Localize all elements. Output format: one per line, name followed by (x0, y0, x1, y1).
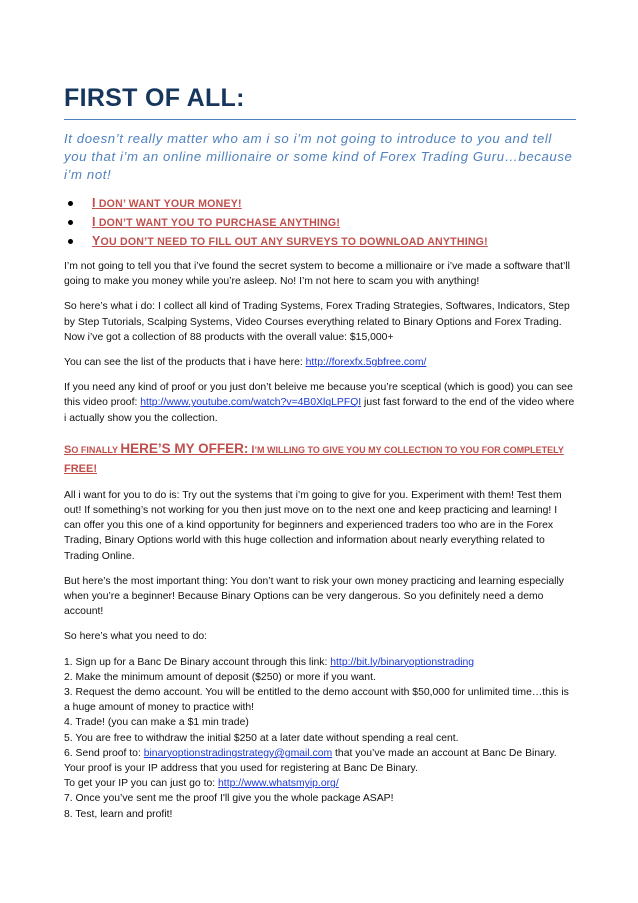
page-title: FIRST OF ALL: (64, 84, 576, 120)
offer-heading: SO FINALLY HERE’S MY OFFER: I’M WILLING TO GIVE YOU MY COLLECTION TO YOU FOR COMPLETELY FREE! (64, 440, 564, 475)
list-item: 2. Make the minimum amount of deposit ($250) or more if you want. (64, 671, 376, 683)
bullet-icon (68, 239, 73, 244)
signup-link[interactable]: http://bit.ly/binaryoptionstrading (330, 656, 475, 668)
promise-list (64, 194, 576, 251)
list-item: 4. Trade! (you can make a $1 min trade) (64, 717, 249, 729)
paragraph-collection: So here’s what i do: I collect all kind of Trading Systems, Forex Trading Strategies, Softwares, Indicators, Step by Step Tutorials, Scalping Systems, Video Courses everything related to Binary Options and Forex Trading. Now i’ve got a collection of 88 products with the overall value: $15,000+ (64, 301, 570, 343)
list-item: I DON’T WANT YOU TO PURCHASE ANYTHING! (64, 213, 576, 232)
list-item: 7. Once you’ve sent me the proof I'll give you the whole package ASAP! (64, 793, 394, 805)
paragraph-demo-account: But here’s the most important thing: You don’t want to risk your own money practicing and learning especially when you’re a beginner! Because Binary Options can be very dangerous. So you definitely need a demo account! (64, 575, 564, 618)
list-item: 8. Test, learn and profit! (64, 808, 173, 820)
paragraph-try-out: All i want for you to do is: Try out the systems that i’m going to give for you. Experiment with them! Test them out! If something’s not working for you then just move on to the next one and keep practicing and learning! I can offer you this one of a kind opportunity for beginners and experienced traders too who are in the Forex Trading, Binary Options world with this huge collection and information about nearly everything related to Trading Online. (64, 489, 562, 562)
whatsmyip-link[interactable]: http://www.whatsmyip.org/ (218, 778, 339, 790)
list-item: 1. Sign up for a Banc De Binary account through this link: http://bit.ly/binaryoptionstrading (64, 656, 475, 668)
paragraph-no-scam: I’m not going to tell you that i’ve found the secret system to become a millionaire or i’ve made a software that’ll going to make you money while you’re asleep. No! I’m not here to scam you with anything! (64, 261, 570, 288)
bullet-icon (68, 201, 73, 206)
bullet-icon (68, 220, 73, 225)
list-item: To get your IP you can just go to: http://www.whatsmyip.org/ (64, 778, 339, 790)
list-item: YOU DON’T NEED TO FILL OUT ANY SURVEYS TO DOWNLOAD ANYTHING! (64, 232, 576, 251)
list-item: 5. You are free to withdraw the initial $250 at a later date without spending a real cent. (64, 732, 459, 744)
list-item: 6. Send proof to: binaryoptionstradingstrategy@gmail.com that you’ve made an account at Banc De Binary. Your proof is your IP address that you used for registering at Banc De Binary. (64, 747, 557, 775)
document-content (64, 84, 576, 822)
paragraph-steps-intro: So here’s what you need to do: (64, 631, 208, 643)
steps-list (64, 655, 576, 822)
intro-subtitle: It doesn’t really matter who am i so i’m not going to introduce to you and tell you that i’m an online millionaire or some kind of Forex Trading Guru…because i’m not! (64, 131, 573, 182)
paragraph-proof: If you need any kind of proof or you just don’t beleive me because you’re sceptical (which is good) you can see this video proof: http://www.youtube.com/watch?v=4B0XlqLPFQI just fast forward to the end of the video where i actually show you the collection. (64, 382, 575, 424)
email-link[interactable]: binaryoptionstradingstrategy@gmail.com (143, 747, 333, 759)
product-list-link[interactable]: http://forexfx.5gbfree.com/ (305, 357, 427, 369)
list-item: 3. Request the demo account. You will be entitled to the demo account with $50,000 for unlimited time…this is a huge amount of money to practice with! (64, 687, 569, 714)
paragraph-product-list: You can see the list of the products that i have here: http://forexfx.5gbfree.com/ (64, 357, 427, 369)
video-proof-link[interactable]: http://www.youtube.com/watch?v=4B0XlqLPFQI (140, 397, 362, 409)
list-item: I DON’ WANT YOUR MONEY! (64, 194, 576, 213)
